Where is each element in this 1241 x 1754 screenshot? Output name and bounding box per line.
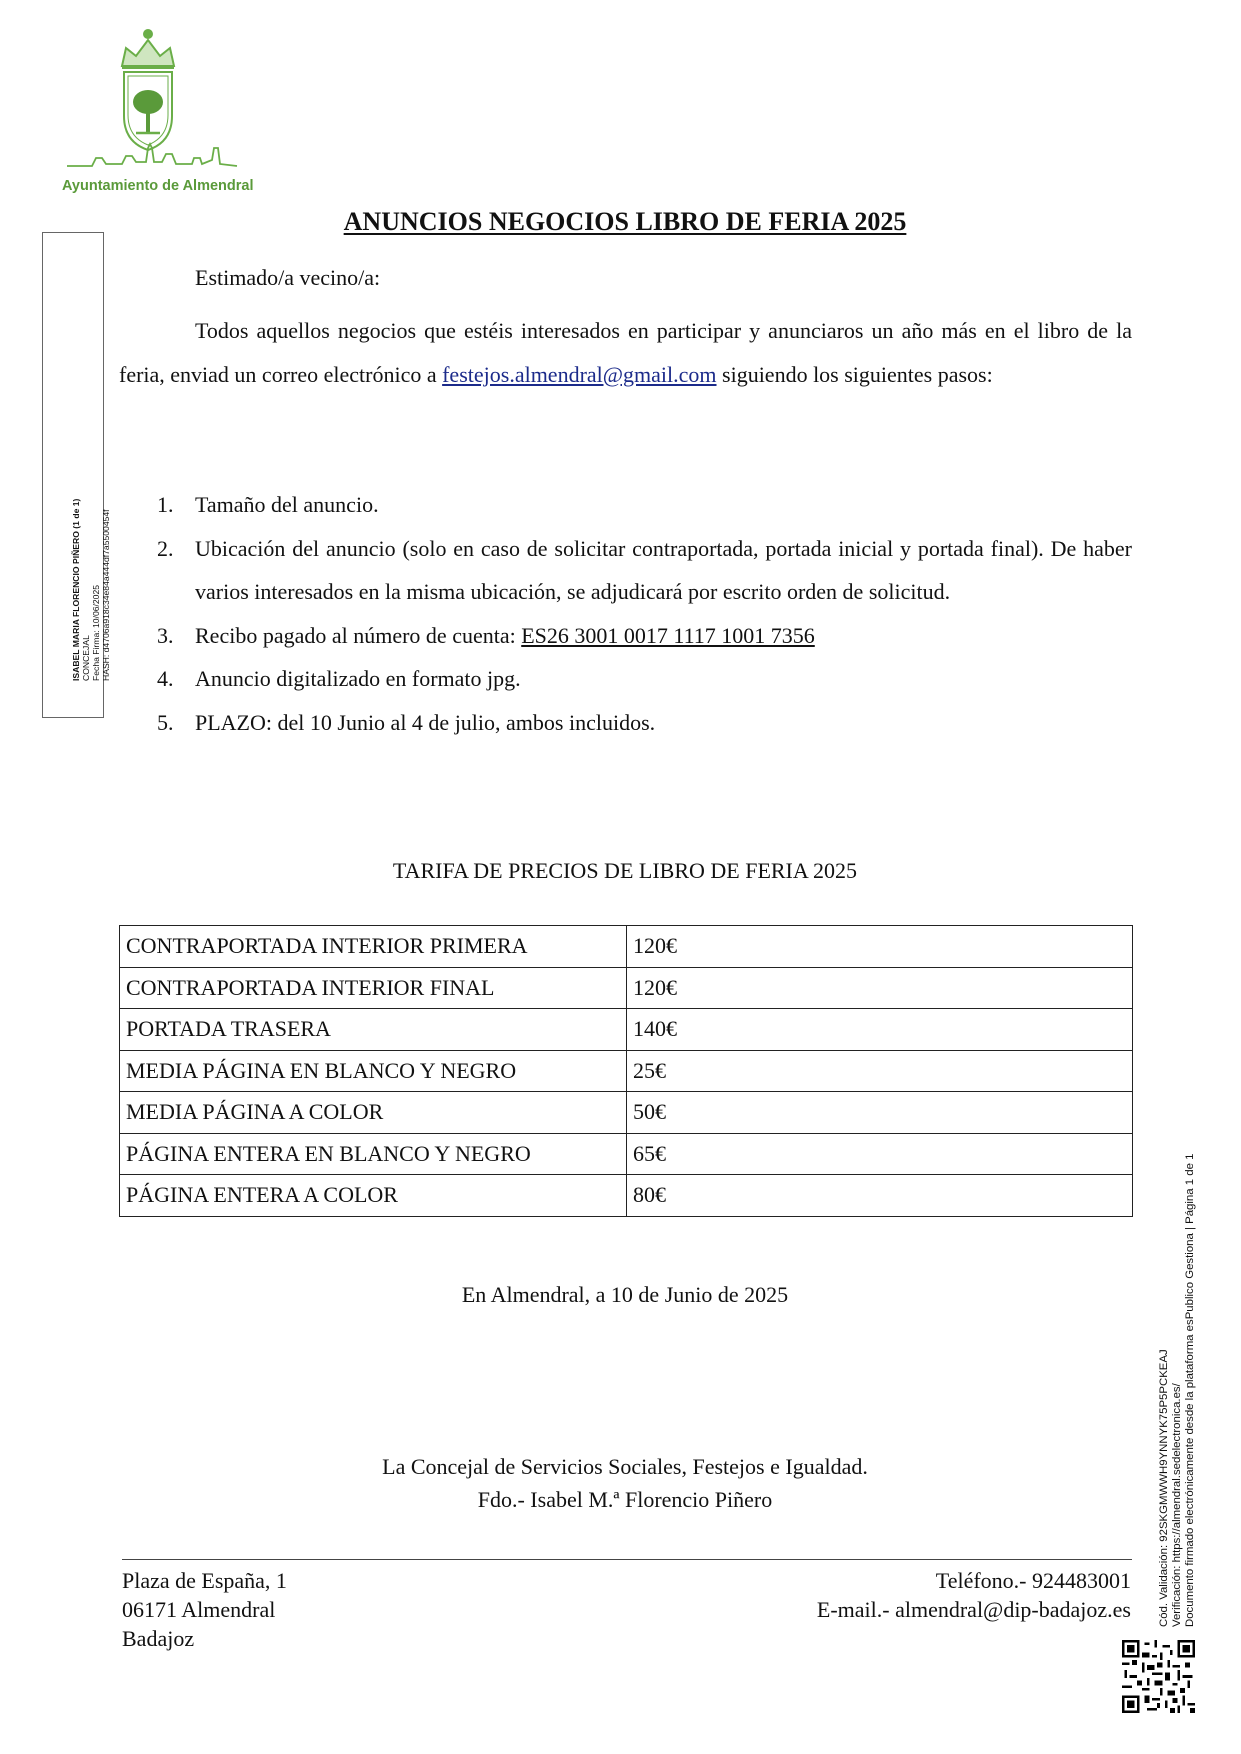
- price-table-title: TARIFA DE PRECIOS DE LIBRO DE FERIA 2025: [392, 858, 858, 883]
- footer-divider: [122, 1559, 1132, 1560]
- list-item-text: Ubicación del anuncio (solo en caso de solicitar contraportada, portada inicial y portada final). De haber varios interesados en la misma ubicación, se adjudicará por escrito orden de solicitud.: [195, 535, 1132, 604]
- list-item: [119, 657, 1132, 701]
- signature-stamp-text: [71, 499, 111, 681]
- list-item: [119, 527, 1132, 614]
- place-and-date: En Almendral, a 10 de Junio de 2025: [461, 1282, 789, 1307]
- table-cell-price: 65€: [627, 1133, 1133, 1175]
- table-row: [120, 1133, 1133, 1175]
- list-item-text: Tamaño del anuncio.: [195, 492, 379, 517]
- coat-of-arms-icon: [62, 18, 272, 178]
- table-cell-price: 120€: [627, 926, 1133, 968]
- table-row: [120, 1092, 1133, 1134]
- intro-text: Todos aquellos negocios que estéis interesados en participar y anunciaros un año más en el libro de la feria, enviad un correo electrónico a: [119, 318, 1132, 387]
- signature-block: [118, 1450, 1132, 1516]
- list-number: 1.: [157, 492, 174, 517]
- table-cell-price: 25€: [627, 1050, 1133, 1092]
- table-cell-item: PORTADA TRASERA: [120, 1009, 627, 1051]
- list-item: [119, 614, 1132, 658]
- address-city: 06171 Almendral: [122, 1597, 276, 1622]
- list-item-text: Anuncio digitalizado en formato jpg.: [195, 666, 521, 691]
- municipal-logo: [62, 18, 272, 203]
- list-item: [119, 483, 1132, 527]
- qr-code-icon: [1122, 1640, 1195, 1713]
- list-number: 5.: [157, 709, 174, 735]
- greeting: Estimado/a vecino/a:: [195, 265, 381, 290]
- signer-name: ISABEL MARIA FLORENCIO PIÑERO (1 de 1): [71, 498, 81, 681]
- signature-date: Fecha Firma: 10/06/2025: [91, 584, 101, 681]
- table-row: [120, 1175, 1133, 1217]
- table-cell-price: 120€: [627, 967, 1133, 1009]
- validation-code: Cód. Validación: 92SKGMWWH9YNNYK75P5PCKEAJ: [1158, 1349, 1170, 1627]
- electronic-signature-note: Documento firmado electrónicamente desde la plataforma esPublico Gestiona | Página 1 de 1: [1184, 1153, 1196, 1627]
- table-cell-price: 140€: [627, 1009, 1133, 1051]
- footer-address: [122, 1566, 287, 1653]
- table-cell-price: 80€: [627, 1175, 1133, 1217]
- intro-paragraph: [119, 309, 1132, 396]
- address-street: Plaza de España, 1: [122, 1568, 287, 1593]
- intro-text-end: siguiendo los siguientes pasos:: [716, 361, 993, 387]
- document-title: ANUNCIOS NEGOCIOS LIBRO DE FERIA 2025: [343, 207, 907, 236]
- verification-text: [1158, 1154, 1197, 1627]
- footer-phone: Teléfono.- 924483001: [935, 1568, 1131, 1593]
- bank-account-number: ES26 3001 0017 1117 1001 7356: [521, 622, 815, 648]
- address-province: Badajoz: [122, 1626, 195, 1651]
- email-link[interactable]: festejos.almendral@gmail.com: [442, 361, 717, 387]
- logo-caption: Ayuntamiento de Almendral: [62, 178, 254, 194]
- list-number: 2.: [157, 535, 174, 561]
- table-cell-item: MEDIA PÁGINA A COLOR: [120, 1092, 627, 1134]
- signature-stamp: [42, 232, 111, 718]
- table-row: [120, 1050, 1133, 1092]
- table-cell-item: CONTRAPORTADA INTERIOR FINAL: [120, 967, 627, 1009]
- table-cell-item: PÁGINA ENTERA A COLOR: [120, 1175, 627, 1217]
- table-row: [120, 1009, 1133, 1051]
- table-row: [120, 967, 1133, 1009]
- signer-role-line: La Concejal de Servicios Sociales, Festejos e Igualdad.: [382, 1454, 868, 1479]
- list-number: 3.: [157, 622, 174, 648]
- list-item-text: Recibo pagado al número de cuenta:: [195, 622, 522, 648]
- footer-email: E-mail.- almendral@dip-badajoz.es: [816, 1597, 1131, 1622]
- table-row: [120, 926, 1133, 968]
- table-cell-item: MEDIA PÁGINA EN BLANCO Y NEGRO: [120, 1050, 627, 1092]
- signer-role: CONCEJAL: [81, 635, 91, 681]
- table-cell-item: CONTRAPORTADA INTERIOR PRIMERA: [120, 926, 627, 968]
- verification-url: Verificación: https://almendral.sedelectronica.es/: [1171, 1383, 1183, 1627]
- list-item-text: PLAZO: del 10 Junio al 4 de julio, ambos incluidos.: [195, 709, 656, 735]
- list-item: [119, 701, 1132, 745]
- table-cell-price: 50€: [627, 1092, 1133, 1134]
- signer-name-line: Fdo.- Isabel M.ª Florencio Piñero: [477, 1487, 773, 1512]
- table-cell-item: PÁGINA ENTERA EN BLANCO Y NEGRO: [120, 1133, 627, 1175]
- steps-list: [119, 483, 1132, 744]
- price-table: [119, 925, 1133, 1217]
- signature-hash: HASH: d4706a918c34e84a444df7a5500454f: [101, 509, 111, 681]
- list-number: 4.: [157, 666, 174, 691]
- footer-contact: [817, 1566, 1131, 1624]
